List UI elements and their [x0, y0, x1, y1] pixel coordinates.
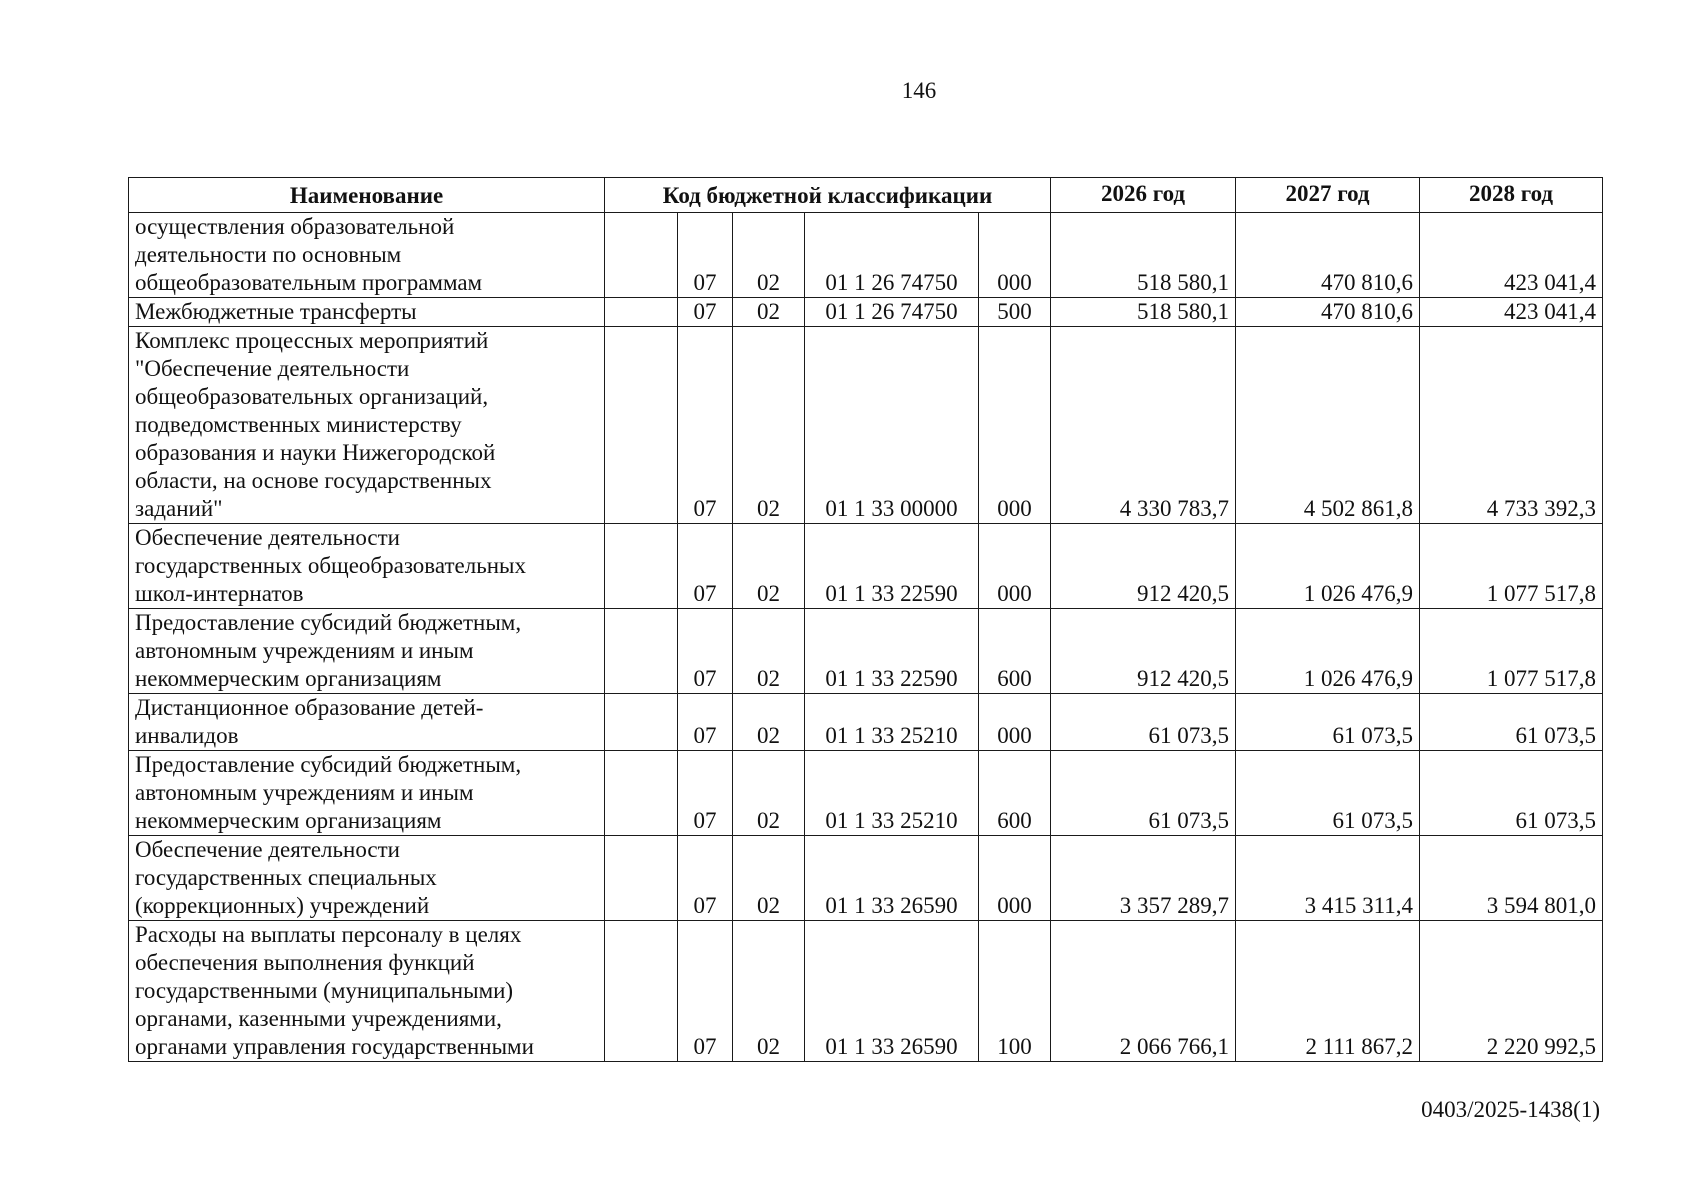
row-expense-type: 500	[979, 298, 1051, 327]
row-section: 07	[678, 751, 733, 836]
row-subsection: 02	[733, 298, 805, 327]
row-name	[129, 213, 605, 298]
row-amount-2027: 61 073,5	[1236, 694, 1420, 751]
row-name-line: Межбюджетные трансферты	[135, 299, 417, 324]
row-name-line: Расходы на выплаты персоналу в целях	[135, 922, 522, 947]
row-amount-2028: 2 220 992,5	[1420, 921, 1603, 1062]
row-expense-type: 000	[979, 327, 1051, 524]
row-name-line: государственными (муниципальными)	[135, 978, 514, 1003]
row-section: 07	[678, 609, 733, 694]
row-name-line: некоммерческим организациям	[135, 808, 442, 833]
row-name-line: инвалидов	[135, 723, 239, 748]
header-2028: 2028 год	[1420, 178, 1603, 213]
row-amount-2027: 4 502 861,8	[1236, 327, 1420, 524]
row-amount-2026: 61 073,5	[1051, 694, 1236, 751]
row-subsection: 02	[733, 609, 805, 694]
row-amount-2028: 1 077 517,8	[1420, 524, 1603, 609]
document-code: 0403/2025-1438(1)	[1421, 1097, 1600, 1122]
row-amount-2027: 61 073,5	[1236, 751, 1420, 836]
row-name-line: Комплекс процессных мероприятий	[135, 328, 489, 353]
table-row	[129, 921, 1603, 1062]
row-blank-cell	[605, 327, 678, 524]
row-amount-2028: 61 073,5	[1420, 751, 1603, 836]
row-name-line: области, на основе государственных	[135, 468, 492, 493]
table-row	[129, 751, 1603, 836]
row-amount-2027: 3 415 311,4	[1236, 836, 1420, 921]
row-name	[129, 327, 605, 524]
row-blank-cell	[605, 609, 678, 694]
row-name-line: "Обеспечение деятельности	[135, 356, 410, 381]
row-name-line: автономным учреждениям и иным	[135, 780, 474, 805]
row-amount-2028: 1 077 517,8	[1420, 609, 1603, 694]
row-name	[129, 836, 605, 921]
row-amount-2026: 4 330 783,7	[1051, 327, 1236, 524]
row-name-line: автономным учреждениям и иным	[135, 638, 474, 663]
row-amount-2028: 3 594 801,0	[1420, 836, 1603, 921]
row-expense-type: 600	[979, 751, 1051, 836]
row-expense-type: 000	[979, 213, 1051, 298]
row-section: 07	[678, 836, 733, 921]
row-target-code: 01 1 33 22590	[805, 609, 979, 694]
header-2026: 2026 год	[1051, 178, 1236, 213]
table-row	[129, 836, 1603, 921]
row-amount-2027: 1 026 476,9	[1236, 609, 1420, 694]
row-amount-2027: 470 810,6	[1236, 213, 1420, 298]
row-name-line: органами, казенными учреждениями,	[135, 1006, 502, 1031]
row-subsection: 02	[733, 694, 805, 751]
row-target-code: 01 1 33 26590	[805, 921, 979, 1062]
row-name-line: государственных специальных	[135, 865, 437, 890]
row-amount-2026: 912 420,5	[1051, 609, 1236, 694]
row-expense-type: 000	[979, 836, 1051, 921]
row-name-line: обеспечения выполнения функций	[135, 950, 475, 975]
row-subsection: 02	[733, 524, 805, 609]
row-name-line: Обеспечение деятельности	[135, 525, 400, 550]
row-blank-cell	[605, 524, 678, 609]
row-amount-2026: 912 420,5	[1051, 524, 1236, 609]
row-target-code: 01 1 33 25210	[805, 694, 979, 751]
row-name-line: (коррекционных) учреждений	[135, 893, 430, 918]
row-target-code: 01 1 26 74750	[805, 298, 979, 327]
table-row	[129, 524, 1603, 609]
row-subsection: 02	[733, 921, 805, 1062]
row-subsection: 02	[733, 836, 805, 921]
table-row	[129, 213, 1603, 298]
table-row	[129, 298, 1603, 327]
header-row	[129, 178, 1603, 213]
table-row	[129, 694, 1603, 751]
table-body	[129, 213, 1603, 1062]
row-target-code: 01 1 33 25210	[805, 751, 979, 836]
row-name-line: осуществления образовательной	[135, 214, 455, 239]
row-expense-type: 600	[979, 609, 1051, 694]
row-subsection: 02	[733, 213, 805, 298]
row-target-code: 01 1 26 74750	[805, 213, 979, 298]
row-amount-2028: 423 041,4	[1420, 213, 1603, 298]
row-amount-2026: 3 357 289,7	[1051, 836, 1236, 921]
row-amount-2027: 1 026 476,9	[1236, 524, 1420, 609]
row-name	[129, 524, 605, 609]
row-amount-2027: 2 111 867,2	[1236, 921, 1420, 1062]
row-target-code: 01 1 33 26590	[805, 836, 979, 921]
row-section: 07	[678, 524, 733, 609]
row-blank-cell	[605, 213, 678, 298]
row-target-code: 01 1 33 00000	[805, 327, 979, 524]
row-name-line: органами управления государственными	[135, 1034, 534, 1059]
row-name	[129, 298, 605, 327]
table-row	[129, 327, 1603, 524]
row-amount-2026: 518 580,1	[1051, 298, 1236, 327]
row-name-line: Предоставление субсидий бюджетным,	[135, 610, 522, 635]
table-header	[129, 178, 1603, 213]
row-name-line: Дистанционное образование детей-	[135, 695, 484, 720]
row-expense-type: 000	[979, 694, 1051, 751]
budget-table	[128, 177, 1603, 1062]
row-expense-type: 100	[979, 921, 1051, 1062]
row-section: 07	[678, 694, 733, 751]
row-amount-2028: 61 073,5	[1420, 694, 1603, 751]
row-name	[129, 609, 605, 694]
row-subsection: 02	[733, 327, 805, 524]
row-name	[129, 921, 605, 1062]
row-name-line: некоммерческим организациям	[135, 666, 442, 691]
row-subsection: 02	[733, 751, 805, 836]
row-name-line: образования и науки Нижегородской	[135, 440, 496, 465]
row-section: 07	[678, 327, 733, 524]
row-name-line: школ-интернатов	[135, 581, 304, 606]
row-target-code: 01 1 33 22590	[805, 524, 979, 609]
row-name	[129, 751, 605, 836]
row-blank-cell	[605, 751, 678, 836]
row-name	[129, 694, 605, 751]
row-name-line: подведомственных министерству	[135, 412, 462, 437]
header-2027: 2027 год	[1236, 178, 1420, 213]
row-blank-cell	[605, 921, 678, 1062]
row-amount-2026: 2 066 766,1	[1051, 921, 1236, 1062]
row-amount-2028: 4 733 392,3	[1420, 327, 1603, 524]
header-budget-code: Код бюджетной классификации	[605, 178, 1051, 213]
row-blank-cell	[605, 694, 678, 751]
row-blank-cell	[605, 836, 678, 921]
row-section: 07	[678, 298, 733, 327]
row-name-line: Обеспечение деятельности	[135, 837, 400, 862]
table-row	[129, 609, 1603, 694]
row-amount-2027: 470 810,6	[1236, 298, 1420, 327]
row-section: 07	[678, 921, 733, 1062]
row-name-line: государственных общеобразовательных	[135, 553, 526, 578]
row-name-line: деятельности по основным	[135, 242, 402, 267]
row-name-line: Предоставление субсидий бюджетным,	[135, 752, 522, 777]
row-expense-type: 000	[979, 524, 1051, 609]
row-blank-cell	[605, 298, 678, 327]
row-name-line: общеобразовательных организаций,	[135, 384, 489, 409]
row-name-line: общеобразовательным программам	[135, 270, 483, 295]
row-section: 07	[678, 213, 733, 298]
row-name-line: заданий"	[135, 496, 223, 521]
row-amount-2028: 423 041,4	[1420, 298, 1603, 327]
row-amount-2026: 61 073,5	[1051, 751, 1236, 836]
page-number: 146	[901, 78, 937, 103]
header-name: Наименование	[129, 178, 605, 213]
row-amount-2026: 518 580,1	[1051, 213, 1236, 298]
